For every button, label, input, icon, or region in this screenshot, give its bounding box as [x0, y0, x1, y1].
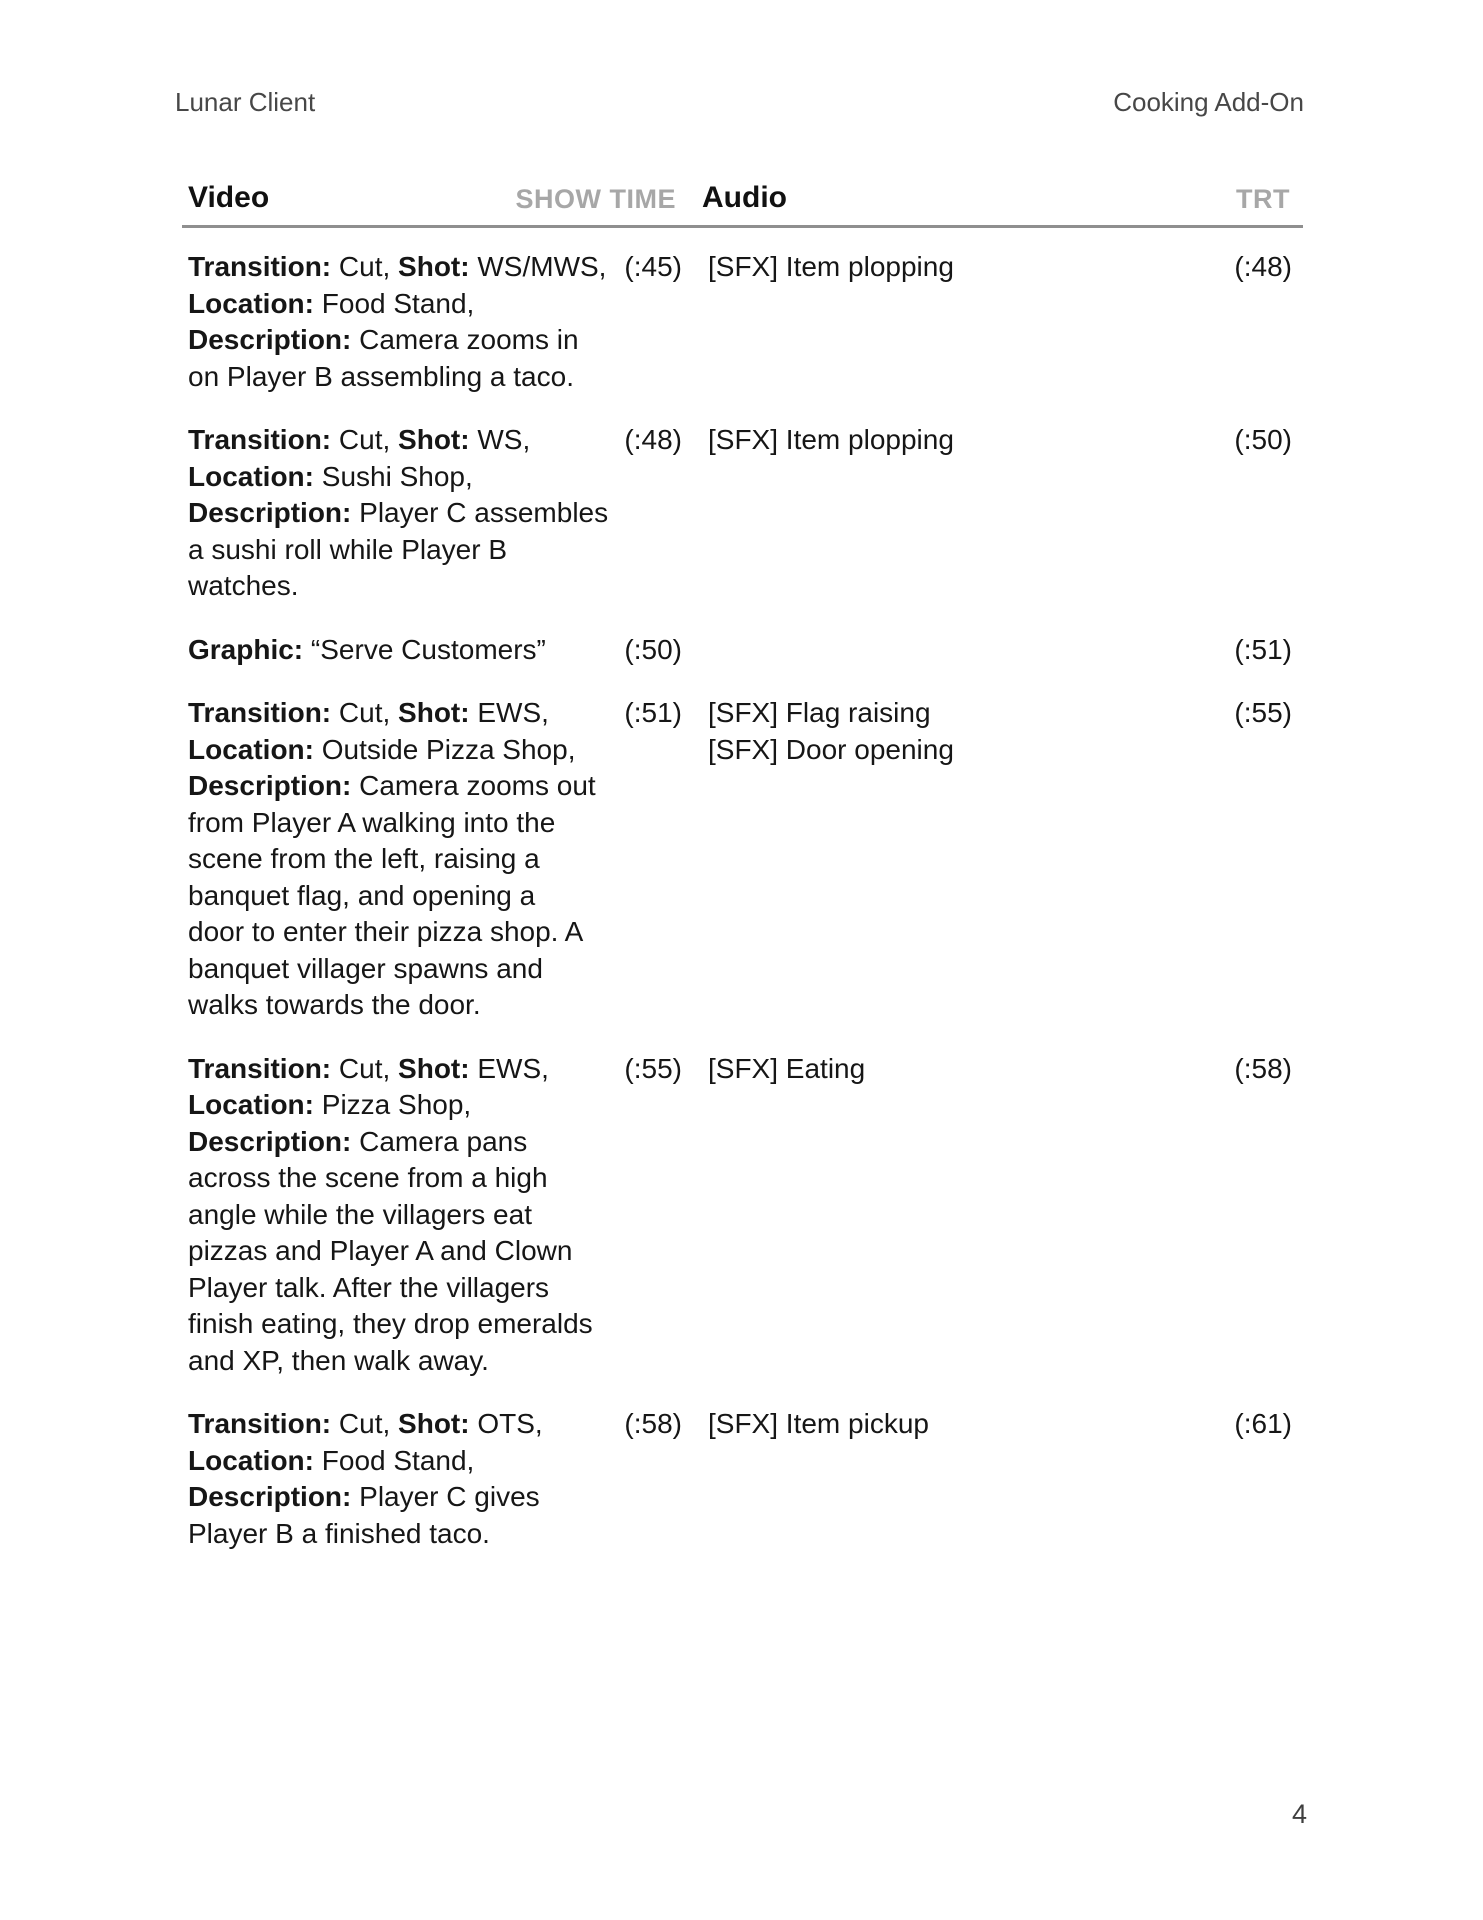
video-line: [188, 1124, 658, 1161]
field-text: Cut,: [331, 697, 399, 728]
table-row: [0, 1051, 1483, 1380]
audio-line: [SFX] Flag raising: [708, 697, 931, 728]
field-label: Transition:: [188, 251, 332, 282]
field-label: Graphic:: [188, 633, 304, 665]
video-line: [188, 1160, 658, 1197]
video-line: [188, 459, 658, 496]
field-text: Cut,: [331, 424, 399, 455]
field-text: Cut,: [331, 1408, 399, 1439]
video-line: [188, 768, 658, 805]
field-text: walks towards the door.: [188, 989, 481, 1020]
field-text: Pizza Shop,: [314, 1089, 472, 1120]
audio-line: [SFX] Item plopping: [708, 251, 954, 282]
page-number: 4: [1291, 1799, 1307, 1829]
show-time-cell: (:58): [624, 1408, 682, 1439]
field-text: banquet villager spawns and: [188, 952, 543, 984]
field-label: Shot:: [398, 424, 470, 455]
show-time-cell: (:55): [624, 1052, 682, 1084]
field-label: Location:: [188, 733, 314, 765]
column-header-audio: Audio: [702, 181, 787, 214]
column-header-video: Video: [188, 181, 270, 214]
audio-line: [SFX] Item pickup: [708, 1408, 929, 1439]
field-text: Player B a finished taco.: [188, 1517, 490, 1549]
field-text: Cut,: [331, 251, 399, 282]
field-text: Food Stand,: [314, 287, 475, 319]
video-line: [188, 914, 658, 951]
table-header-rule: [182, 225, 1303, 228]
field-label: Shot:: [398, 697, 470, 728]
audio-cell: [708, 1406, 1128, 1443]
table-body: [0, 249, 1483, 1579]
field-text: Camera zooms in: [351, 324, 579, 355]
field-text: and XP, then walk away.: [188, 1344, 489, 1376]
field-label: Description:: [188, 497, 352, 528]
page-header: [175, 86, 1304, 118]
video-line: [188, 1516, 658, 1553]
trt-cell: (:55): [1234, 697, 1292, 728]
video-line: [188, 1479, 658, 1516]
video-line: [188, 1443, 658, 1480]
video-line: [188, 1343, 658, 1380]
field-label: Description:: [188, 1125, 352, 1157]
video-line: [188, 1233, 658, 1270]
field-label: Location:: [188, 1089, 314, 1120]
field-text: Cut,: [331, 1052, 399, 1084]
field-text: door to enter their pizza shop. A: [188, 916, 584, 947]
field-label: Location:: [188, 460, 314, 492]
field-text: scene from the left, raising a: [188, 843, 540, 874]
field-text: OTS,: [469, 1408, 543, 1439]
video-cell: [188, 1051, 658, 1380]
table-row: [0, 1406, 1483, 1552]
field-text: on Player B assembling a taco.: [188, 360, 574, 392]
video-line: [188, 1306, 658, 1343]
field-text: Outside Pizza Shop,: [314, 733, 576, 765]
field-text: angle while the villagers eat: [188, 1198, 532, 1230]
field-text: a sushi roll while Player B: [188, 533, 508, 565]
field-text: Camera zooms out: [351, 770, 596, 801]
table-row: [0, 695, 1483, 1024]
trt-cell: (:58): [1234, 1052, 1292, 1084]
field-label: Shot:: [398, 1408, 470, 1439]
video-line: [188, 987, 658, 1024]
field-text: across the scene from a high: [188, 1162, 548, 1193]
video-line: [188, 532, 658, 569]
video-line: [188, 841, 658, 878]
video-line: [188, 1087, 658, 1124]
field-label: Location:: [188, 287, 314, 319]
field-text: Player talk. After the villagers: [188, 1271, 550, 1303]
header-left-title: Lunar Client: [175, 87, 316, 117]
field-label: Shot:: [398, 1052, 470, 1084]
audio-cell: [708, 695, 1128, 768]
field-label: Transition:: [188, 697, 332, 728]
table-row: [0, 422, 1483, 605]
audio-cell: [708, 249, 1128, 286]
field-text: Sushi Shop,: [314, 460, 473, 492]
field-label: Description:: [188, 1481, 352, 1512]
video-line: [188, 1270, 658, 1307]
video-line: [188, 951, 658, 988]
trt-cell: (:48): [1234, 251, 1292, 282]
audio-line: [SFX] Door opening: [708, 733, 954, 765]
field-label: Transition:: [188, 424, 332, 455]
audio-line: [SFX] Item plopping: [708, 424, 954, 455]
video-line: [188, 495, 658, 532]
field-text: EWS,: [469, 1052, 549, 1084]
show-time-cell: (:45): [624, 251, 682, 282]
video-line: [188, 286, 658, 323]
field-text: Player C assembles: [351, 497, 609, 528]
field-text: Camera pans: [351, 1125, 528, 1157]
trt-cell: (:61): [1234, 1408, 1292, 1439]
field-text: Food Stand,: [314, 1444, 475, 1476]
show-time-cell: (:50): [624, 633, 682, 665]
video-line: [188, 568, 658, 605]
field-text: Player C gives: [351, 1481, 540, 1512]
field-label: Transition:: [188, 1408, 332, 1439]
video-line: [188, 878, 658, 915]
field-text: EWS,: [469, 697, 549, 728]
trt-cell: (:50): [1234, 424, 1292, 455]
field-label: Shot:: [398, 251, 470, 282]
field-text: from Player A walking into the: [188, 806, 556, 838]
trt-cell: (:51): [1234, 633, 1292, 665]
field-text: WS/MWS,: [469, 251, 607, 282]
field-text: pizzas and Player A and Clown: [188, 1235, 573, 1266]
column-header-trt: TRT: [1236, 184, 1290, 214]
field-text: finish eating, they drop emeralds: [188, 1308, 593, 1339]
field-label: Description:: [188, 324, 352, 355]
field-text: watches.: [188, 570, 299, 601]
field-text: banquet flag, and opening a: [188, 879, 536, 911]
video-line: [188, 805, 658, 842]
video-cell: [188, 695, 658, 1024]
audio-line: [SFX] Eating: [708, 1052, 866, 1084]
show-time-cell: (:51): [624, 697, 682, 728]
column-header-show-time: SHOW TIME: [515, 184, 676, 214]
audio-cell: [708, 422, 1128, 459]
field-text: “Serve Customers”: [303, 633, 546, 665]
field-text: WS,: [469, 424, 531, 455]
show-time-cell: (:48): [624, 424, 682, 455]
table-row: [0, 632, 1483, 669]
audio-cell: [708, 1051, 1128, 1088]
video-line: [188, 1197, 658, 1234]
field-label: Transition:: [188, 1052, 332, 1084]
video-line: [188, 359, 658, 396]
table-row: [0, 249, 1483, 395]
video-line: [188, 322, 658, 359]
header-right-title: Cooking Add-On: [1113, 87, 1304, 117]
video-line: [188, 732, 658, 769]
field-label: Description:: [188, 770, 352, 801]
field-label: Location:: [188, 1444, 314, 1476]
